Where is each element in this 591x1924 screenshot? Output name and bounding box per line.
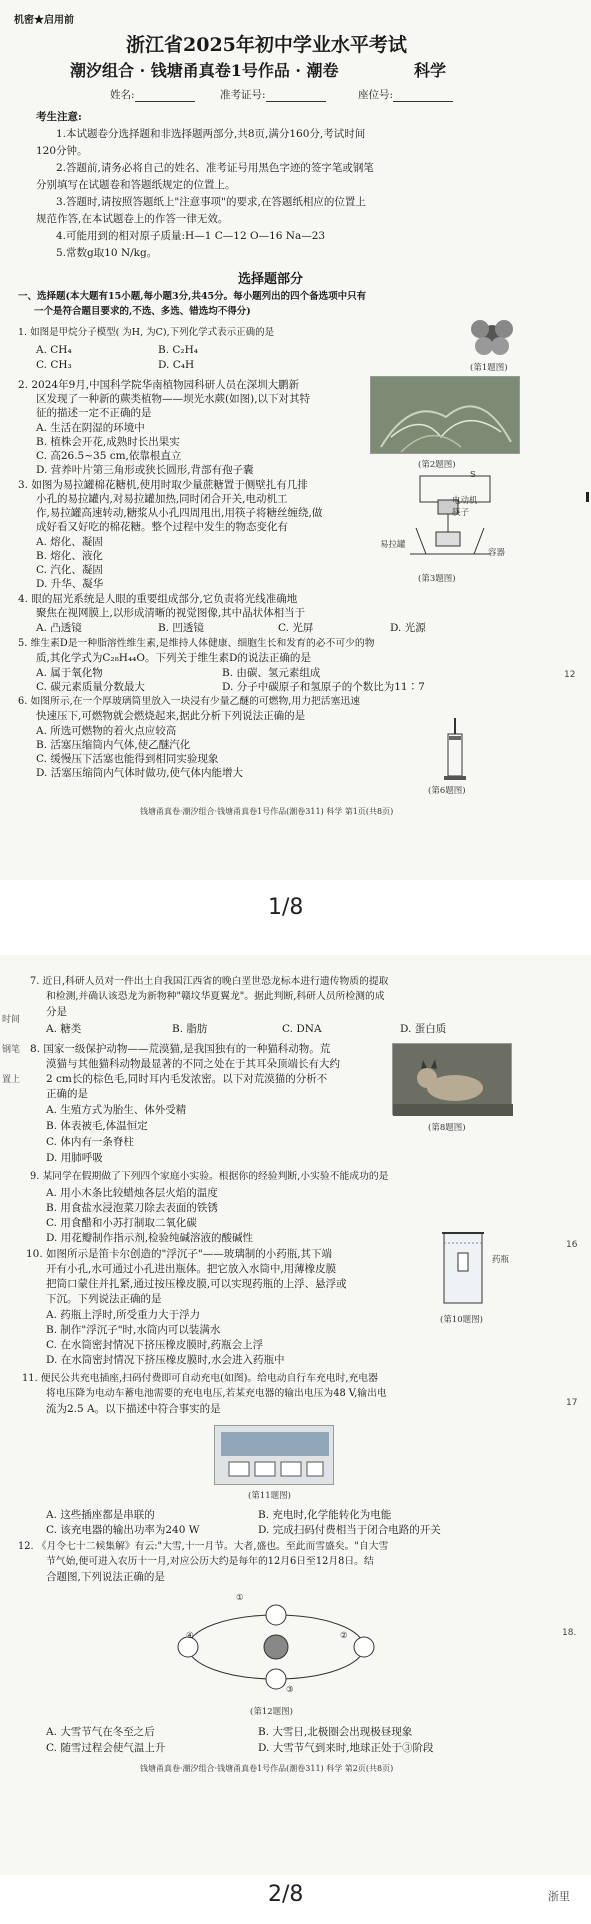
notice-line: 1.本试题卷分选择题和非选择题两部分,共8页,满分160分,考试时间	[56, 128, 366, 140]
hydrogen-atom	[491, 337, 509, 355]
question-2-stem: 征的描述一定不正确的是	[36, 407, 152, 419]
notice-line: 分别填写在试题卷和答题纸规定的位置上。	[36, 179, 236, 191]
q10-option-b: B. 制作"浮沉子"时,水筒内可以装满水	[46, 1324, 221, 1336]
q3-option-d: D. 升华、凝华	[36, 578, 104, 590]
methane-model-figure	[466, 312, 518, 358]
earth-orbit-diagram	[176, 1591, 376, 1701]
q12-caption: (第12题图)	[250, 1707, 293, 1717]
q9-option-d: D. 用花瓣制作指示剂,检验纯碱溶液的酸碱性	[46, 1232, 254, 1244]
question-3-stem: 3. 如图为易拉罐棉花糖机,使用时取少量蔗糖置于侧壁扎有几排	[18, 479, 308, 491]
question-8-stem: 8. 国家一级保护动物——荒漠猫,是我国独有的一种猫科动物。荒	[30, 1043, 331, 1055]
question-7-stem: 7. 近日,科研人员对一件出土自我国江西省的晚白垩世恐龙标本进行遗传物质的提取	[30, 976, 389, 987]
q12-option-c: C. 随雪过程会使气温上升	[46, 1742, 166, 1754]
question-8-stem: 2 cm长的棕色毛,同时耳内毛发浓密。以下对荒漠猫的分析不	[46, 1073, 328, 1085]
fern-leaves-graphic	[371, 377, 521, 455]
q1-option-c: C. CH₃	[36, 359, 72, 371]
q11-option-d: D. 完成扫码付费相当于闭合电路的开关	[258, 1524, 441, 1536]
q5-option-b: B. 由碳、氢元素组成	[222, 667, 321, 679]
margin-fragment: 时间	[2, 1015, 21, 1025]
question-7-stem: 和检测,并确认该恐龙为新物种"赣坟华夏翼龙"。据此判断,科研人员所检测的成	[46, 991, 385, 1002]
q5-option-d: D. 分子中碳原子和氢原子的个数比为11∶7	[222, 681, 425, 693]
question-12-stem: 12. 《月令七十二候集解》有云:"大雪,十一月节。大者,盛也。至此而雪盛矣。"自大雪	[18, 1541, 389, 1552]
question-4-stem: 4. 眼的屈光系统是人眼的重要组成部分,它负责将光线准确地	[18, 593, 298, 605]
question-2-stem: 2. 2024年9月,中国科学院华南植物园科研人员在深圳大鹏新	[18, 379, 300, 391]
q6-option-c: C. 缓慢压下活塞也能得到相同实验现象	[36, 753, 219, 765]
seat-blank	[393, 92, 453, 102]
question-8-stem: 漠猫与其他猫科动物最显著的不同之处在于其耳朵顶端长有大约	[46, 1058, 340, 1070]
hydrogen-atom	[471, 320, 489, 338]
q6-option-a: A. 所选可燃物的着火点应较高	[36, 725, 177, 737]
question-3-stem: 作,易拉罐高速转动,糖浆从小孔四周甩出,用筷子将糖丝缠绕,做	[36, 507, 323, 519]
q8-option-c: C. 体内有一条脊柱	[46, 1136, 134, 1148]
q2-option-b: B. 植株会开花,成熟时长出果实	[36, 436, 180, 448]
fern-photo	[370, 376, 520, 454]
q12-option-a: A. 大雪节气在冬至之后	[46, 1726, 155, 1738]
q8-option-d: D. 用肺呼吸	[46, 1152, 103, 1164]
section-intro: 一个是符合题目要求的,不选、多选、错选均不得分)	[34, 306, 251, 317]
margin-fragment: 12	[564, 670, 576, 680]
q3-caption: (第3题图)	[418, 574, 456, 584]
question-11-stem: 11. 便民公共充电插座,扫码付费即可自动充电(如图)。给电动自行车充电时,充电器	[22, 1373, 378, 1384]
q9-option-a: A. 用小木条比较蜡烛各层火焰的温度	[46, 1187, 218, 1199]
orbit-position-label: ②	[340, 1631, 348, 1641]
switch-label: S	[470, 470, 476, 480]
question-12-stem: 合题图,下列说法正确的是	[46, 1571, 165, 1583]
page-footer: 钱塘甬真卷·潮汐组合·钱塘甬真卷1号作品(潮卷311) 科学 第2页(共8页)	[140, 1764, 394, 1773]
name-field	[110, 88, 195, 102]
question-7-stem: 分是	[46, 1006, 67, 1018]
margin-fragment: 17	[566, 1398, 578, 1408]
q6-option-d: D. 活塞压缩筒内气体时做功,使气体内能增大	[36, 767, 244, 779]
q11-caption: (第11题图)	[248, 1491, 291, 1501]
section-title: 选择题部分	[238, 272, 304, 287]
earth-icon	[354, 1637, 374, 1657]
corner-watermark: 浙里	[548, 1890, 570, 1903]
question-2-stem: 区发现了一种新的蕨类植物——坝光水蕨(如图),以下对其特	[36, 393, 311, 405]
question-5-stem: 5. 维生素D是一种脂溶性维生素,是维持人体健康、细胞生长和发育的必不可少的物	[18, 638, 375, 649]
notice-line: 5.常数g取10 N/kg。	[56, 247, 158, 259]
orbit-position-label: ③	[286, 1685, 294, 1695]
q11-option-c: C. 该充电器的输出功率为240 W	[46, 1524, 200, 1536]
question-6-stem: 快速压下,可燃物就会燃烧起来,据此分析下列说法正确的是	[36, 710, 306, 722]
question-3-stem: 成好看又好吃的棉花糖。整个过程中发生的物态变化有	[36, 521, 288, 533]
desert-cat-graphic	[393, 1044, 513, 1116]
q10-caption: (第10题图)	[440, 1315, 483, 1325]
orbit-position-label: ④	[186, 1631, 194, 1641]
question-3-stem: 小孔的易拉罐内,对易拉罐加热,同时闭合开关,电动机工	[36, 493, 288, 505]
question-10-stem: 下沉。下列说法正确的是	[46, 1293, 162, 1305]
q8-option-b: B. 体表被毛,体温恒定	[46, 1120, 148, 1132]
hydrogen-atom	[495, 320, 513, 338]
q2-option-d: D. 营养叶片第三角形或狭长圆形,背部有孢子囊	[36, 464, 254, 476]
q10-option-d: D. 在水筒密封情况下挤压橡皮膜时,水会进入药瓶中	[46, 1354, 285, 1366]
question-4-stem: 聚焦在视网膜上,以形成清晰的视觉图像,其中晶状体相当于	[36, 607, 306, 619]
charging-socket-photo	[214, 1425, 334, 1485]
page-number: 1/8	[268, 895, 304, 920]
q6-caption: (第6题图)	[428, 786, 466, 796]
q10-option-c: C. 在水筒密封情况下挤压橡皮膜时,药瓶会上浮	[46, 1339, 264, 1351]
question-10-stem: 把筒口蒙住并扎紧,通过按压橡皮膜,可以实现药瓶的上浮、悬浮或	[46, 1278, 347, 1290]
question-5-stem: 质,其化学式为C₂₈H₄₄O。下列关于维生素D的说法正确的是	[36, 652, 311, 664]
q1-option-b: B. C₂H₄	[158, 344, 199, 356]
q10-option-a: A. 药瓶上浮时,所受重力大于浮力	[46, 1309, 201, 1321]
page-number: 2/8	[268, 1882, 304, 1907]
question-12-stem: 节气始,便可进入农历十一月,对应公历大约是每年的12月6日至12月8日。结	[46, 1556, 374, 1567]
ticket-field	[220, 88, 326, 102]
q8-option-a: A. 生殖方式为胎生、体外受精	[46, 1104, 187, 1116]
question-10-stem: 开有小孔,水可通过小孔进出瓶体。把它放入水筒中,用薄橡皮膜	[46, 1263, 337, 1275]
notice-line: 4.可能用到的相对原子质量:H—1 C—12 O—16 Na—23	[56, 230, 326, 242]
margin-fragment: 钢笔	[2, 1045, 21, 1055]
exam-subtitle: 潮汐组合 · 钱塘甬真卷1号作品 · 潮卷	[70, 61, 339, 80]
notice-line: 2.答题前,请务必将自己的姓名、准考证号用黑色字迹的签字笔或钢笔	[56, 162, 374, 174]
charging-socket-graphic	[215, 1426, 335, 1486]
q3-option-b: B. 熔化、液化	[36, 550, 103, 562]
chopsticks-label: 筷子	[452, 508, 470, 518]
notice-title: 考生注意:	[36, 111, 82, 123]
secret-label: 机密★启用前	[14, 15, 74, 26]
q7-option-a: A. 糖类	[46, 1023, 82, 1035]
earth-icon	[266, 1605, 286, 1625]
section-intro: 一、选择题(本大题有15小题,每小题3分,共45分。每小题列出的四个备选项中只有	[18, 291, 367, 302]
container-label: 容器	[488, 548, 506, 558]
margin-mark	[586, 492, 589, 502]
notice-line: 规范作答,在本试题卷上的作答一律无效。	[36, 213, 229, 225]
cartesian-diver-figure	[438, 1227, 488, 1307]
q5-option-c: C. 碳元素质量分数最大	[36, 681, 145, 693]
q7-option-d: D. 蛋白质	[400, 1023, 447, 1035]
question-11-stem: 将电压降为电动车蓄电池需要的充电电压,若某充电器的输出电压为48 V,输出电	[46, 1388, 387, 1399]
q1-caption: (第1题图)	[470, 363, 508, 373]
question-9-stem: 9. 某同学在假期做了下列四个家庭小实验。根据你的经验判断,小实验不能成功的是	[30, 1171, 389, 1182]
notice-line: 3.答题时,请按照答题纸上"注意事项"的要求,在答题纸相应的位置上	[56, 196, 366, 208]
q6-option-b: B. 活塞压缩筒内气体,使乙醚汽化	[36, 739, 191, 751]
desert-cat-photo	[392, 1043, 512, 1115]
exam-title: 浙江省2025年初中学业水平考试	[126, 34, 407, 56]
ticket-blank	[266, 92, 326, 102]
earth-icon	[266, 1669, 286, 1689]
q8-caption: (第8题图)	[428, 1123, 466, 1133]
q2-option-a: A. 生活在阴湿的环境中	[36, 422, 145, 434]
exam-subject: 科学	[414, 61, 447, 80]
name-label: 姓名:	[110, 89, 135, 101]
q7-option-b: B. 脂肪	[172, 1023, 208, 1035]
q4-option-d: D. 光源	[390, 622, 426, 634]
q9-option-b: B. 用食盐水浸泡菜刀除去表面的铁锈	[46, 1202, 218, 1214]
q7-option-c: C. DNA	[282, 1023, 322, 1035]
q4-option-a: A. 凸透镜	[36, 622, 82, 634]
q5-option-a: A. 属于氧化物	[36, 667, 103, 679]
name-blank	[135, 92, 195, 102]
q1-option-d: D. C₄H	[158, 359, 195, 371]
question-1-stem: 1. 如图是甲烷分子模型( 为H, 为C),下列化学式表示正确的是	[18, 327, 275, 338]
q12-option-b: B. 大雪日,北极圈会出现极昼现象	[258, 1726, 413, 1738]
exam-page-2	[0, 955, 591, 1875]
q3-option-a: A. 熔化、凝固	[36, 536, 103, 548]
orbit-position-label: ①	[236, 1593, 244, 1603]
sun-icon	[264, 1635, 288, 1659]
q4-option-b: B. 凹透镜	[158, 622, 204, 634]
margin-fragment: 置上	[2, 1075, 21, 1085]
bottle-label: 药瓶	[492, 1255, 510, 1265]
can-label: 易拉罐	[380, 540, 406, 550]
q4-option-c: C. 光屏	[278, 622, 314, 634]
q3-option-c: C. 汽化、凝固	[36, 564, 103, 576]
q2-option-c: C. 高26.5~35 cm,依靠根直立	[36, 450, 182, 462]
q9-option-c: C. 用食醋和小苏打制取二氧化碳	[46, 1217, 197, 1229]
glass-cylinder-piston-figure	[440, 716, 470, 782]
notice-line: 120分钟。	[36, 145, 88, 157]
q11-option-a: A. 这些插座都是串联的	[46, 1509, 155, 1521]
question-8-stem: 正确的是	[46, 1088, 88, 1100]
question-11-stem: 流为2.5 A。以下描述中符合事实的是	[46, 1403, 221, 1415]
question-6-stem: 6. 如图所示,在一个厚玻璃筒里放入一块浸有少量乙醚的可燃物,用力把活塞迅速	[18, 696, 360, 707]
margin-fragment: 18.	[562, 1628, 577, 1638]
motor-label: 电动机	[452, 496, 478, 506]
q12-option-d: D. 大雪节气到来时,地球正处于③阶段	[258, 1742, 434, 1754]
question-10-stem: 10. 如图所示是笛卡尔创造的"浮沉子"——玻璃制的小药瓶,其下端	[26, 1248, 333, 1260]
margin-fragment: 16	[566, 1240, 578, 1250]
seat-label: 座位号:	[358, 89, 394, 101]
q2-caption: (第2题图)	[418, 460, 456, 470]
page-footer: 钱塘甬真卷·潮汐组合·钱塘甬真卷1号作品(潮卷311) 科学 第1页(共8页)	[140, 807, 394, 816]
ticket-label: 准考证号:	[220, 89, 266, 101]
q11-option-b: B. 充电时,化学能转化为电能	[258, 1509, 392, 1521]
seat-field	[358, 88, 453, 102]
q1-option-a: A. CH₄	[36, 344, 72, 356]
hydrogen-atom	[475, 337, 493, 355]
exam-page-1	[0, 0, 591, 880]
